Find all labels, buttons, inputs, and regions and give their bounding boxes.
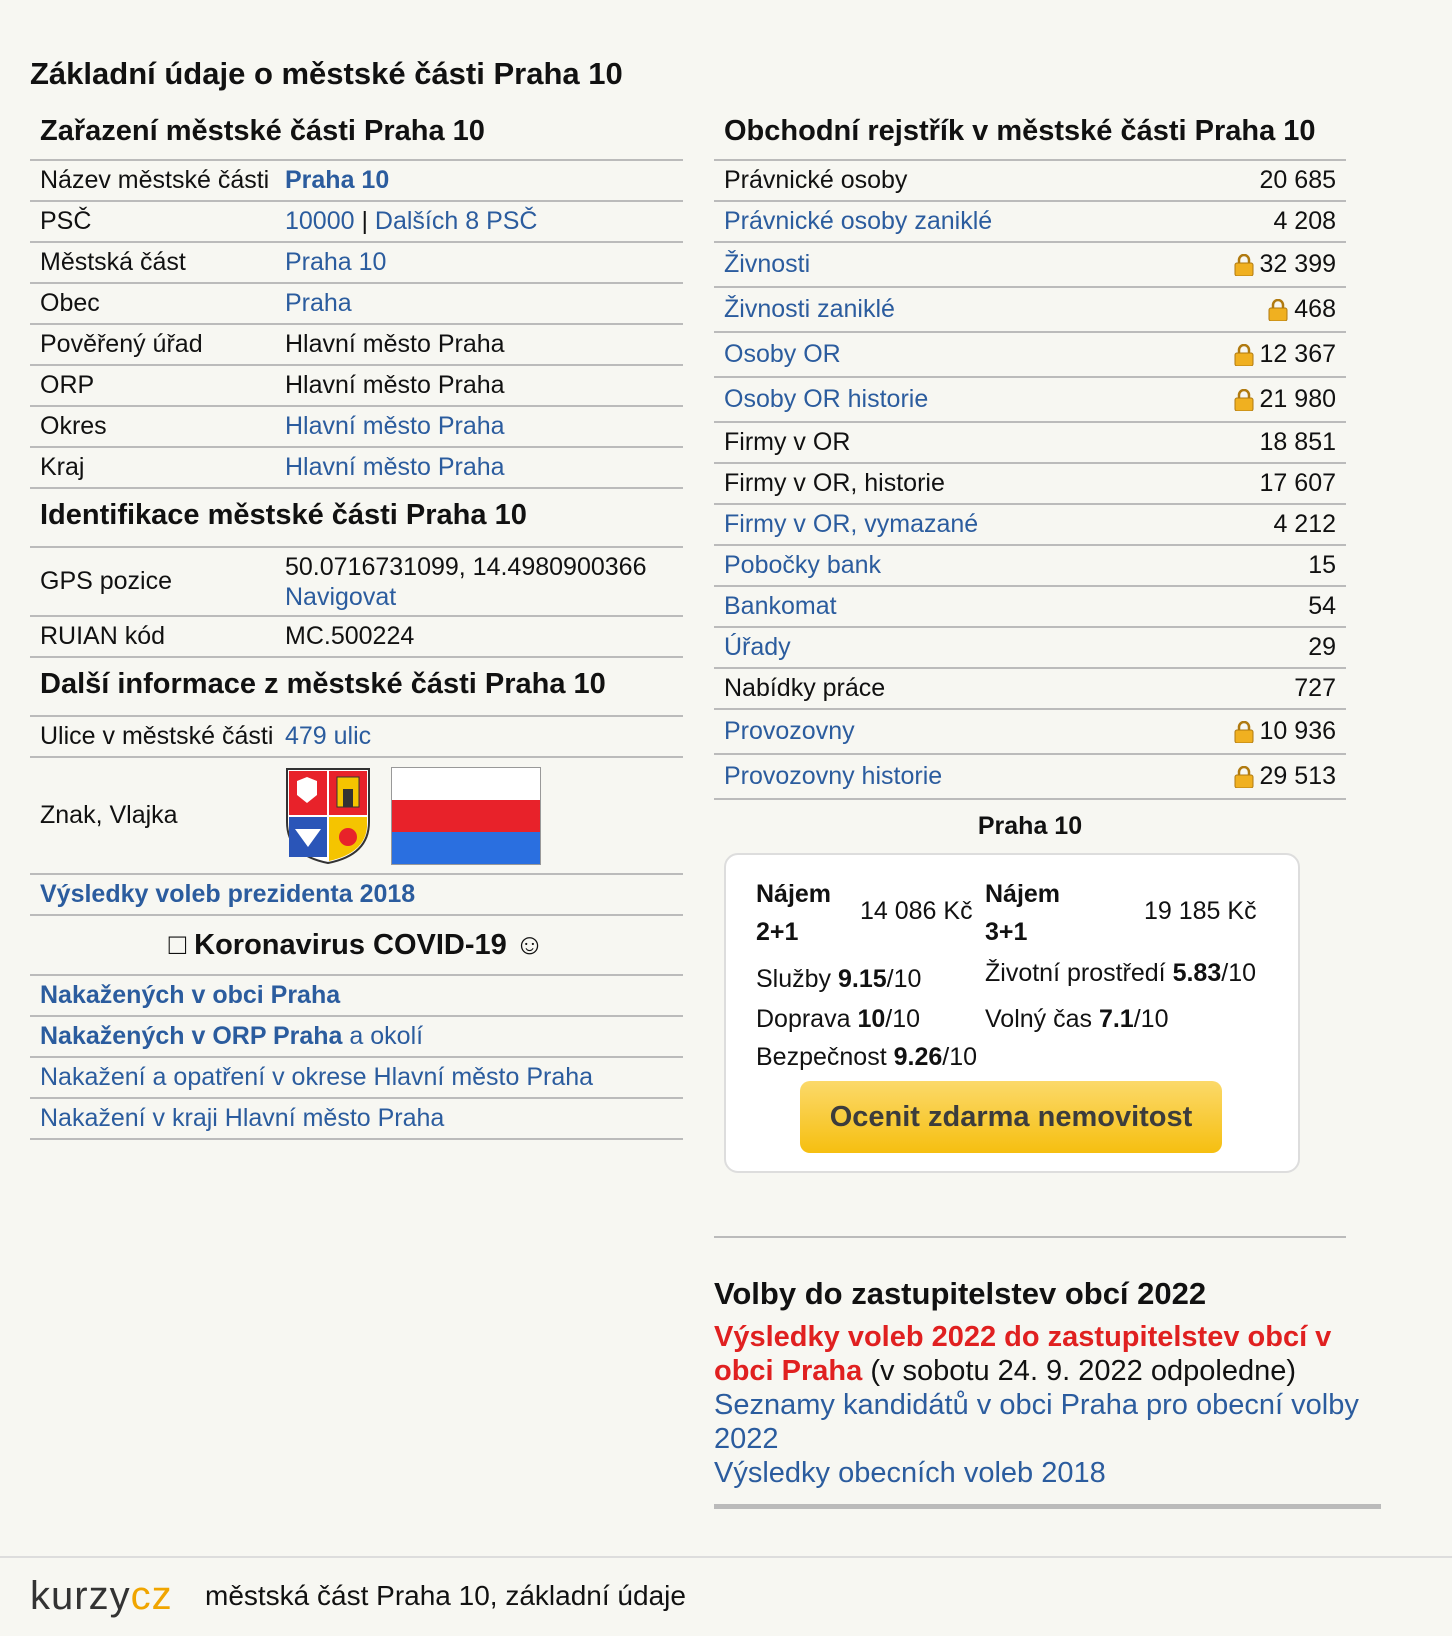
row-value: Hlavní město Praha (285, 330, 505, 358)
section-heading-zarazeni: Zařazení městské části Praha 10 (40, 115, 485, 147)
register-label: Firmy v OR (724, 428, 851, 456)
covid-orp-bold: Nakažených v ORP Praha (40, 1022, 343, 1050)
table-row (30, 366, 683, 407)
gps-value: 50.0716731099, 14.4980900366 (285, 552, 647, 581)
rating-value: 5.83 (1172, 959, 1222, 987)
register-value: 18 851 (1259, 428, 1336, 456)
candidates-link[interactable]: Seznamy kandidátů v obci Praha pro obecní volby 2022 (714, 1389, 1359, 1455)
najem-3-size: 3+1 (985, 918, 1028, 946)
covid-orp-link[interactable] (30, 1022, 423, 1051)
lock-icon (1268, 299, 1288, 321)
register-row (714, 333, 1346, 378)
table-row (30, 161, 683, 202)
register-row (714, 464, 1346, 505)
results-2018-link[interactable]: Výsledky obecních voleb 2018 (714, 1457, 1106, 1489)
link-psc[interactable]: 10000 (285, 207, 355, 235)
register-value: 10 936 (1259, 717, 1336, 745)
register-value-wrap (1273, 510, 1336, 539)
rating-scale: /10 (886, 965, 922, 993)
value-property-button[interactable]: Ocenit zdarma nemovitost (800, 1081, 1222, 1153)
register-value-wrap (1273, 207, 1336, 236)
zarazeni-table (30, 161, 683, 489)
register-row (714, 423, 1346, 464)
register-label[interactable]: Provozovny historie (724, 762, 943, 790)
row-label: Obec (40, 289, 100, 317)
register-value-wrap (1294, 674, 1336, 703)
row-label: ORP (40, 371, 95, 399)
register-row (714, 505, 1346, 546)
covid-kraj-link[interactable]: Nakažení v kraji Hlavní město Praha (40, 1104, 445, 1132)
register-row (714, 202, 1346, 243)
register-label[interactable]: Provozovny (724, 717, 855, 745)
register-value: 12 367 (1259, 340, 1336, 368)
register-label: Právnické osoby (724, 166, 908, 194)
psc-separator: | (354, 207, 375, 235)
register-row (714, 587, 1346, 628)
register-value: 468 (1294, 295, 1336, 323)
covid-orp-rest: a okolí (342, 1022, 424, 1050)
register-row (714, 288, 1346, 333)
register-value-wrap (1308, 551, 1336, 580)
register-label[interactable]: Osoby OR (724, 340, 841, 368)
table-row (30, 548, 683, 617)
rating-doprava (756, 1005, 920, 1034)
table-row (30, 717, 683, 758)
table-row (30, 1058, 683, 1099)
lock-icon (1234, 254, 1254, 276)
link-mestska-cast-name[interactable]: Praha 10 (285, 166, 390, 194)
streets-link[interactable]: 479 ulic (285, 722, 372, 750)
table-row (30, 407, 683, 448)
register-value: 29 513 (1259, 762, 1336, 790)
row-value: Hlavní město Praha (285, 371, 505, 399)
register-label[interactable]: Osoby OR historie (724, 385, 929, 413)
register-value: 4 208 (1273, 207, 1336, 235)
rating-scale: /10 (1221, 959, 1257, 987)
table-row (30, 284, 683, 325)
rejstrik-table (714, 161, 1346, 800)
rating-volny-cas (985, 1005, 1168, 1034)
link-obec[interactable]: Praha (285, 289, 352, 317)
table-row (30, 448, 683, 489)
gps-label: GPS pozice (40, 567, 173, 595)
rating-label: Životní prostředí (985, 959, 1173, 987)
results-2022-note: (v sobotu 24. 9. 2022 odpoledne) (862, 1355, 1296, 1387)
register-value: 21 980 (1259, 385, 1336, 413)
elections-section (714, 1272, 1394, 1509)
register-row (714, 378, 1346, 423)
rating-label: Bezpečnost (756, 1043, 894, 1071)
table-row (30, 875, 683, 916)
register-label[interactable]: Úřady (724, 633, 791, 661)
najem-label: Nájem (985, 880, 1061, 908)
register-value-wrap (1234, 340, 1336, 369)
flag-stripe-blue (392, 832, 540, 864)
register-value-wrap (1260, 166, 1336, 195)
flag-image (391, 767, 541, 865)
link-kraj[interactable]: Hlavní město Praha (285, 453, 505, 481)
elections-heading: Volby do zastupitelstev obcí 2022 (714, 1276, 1207, 1311)
register-value: 20 685 (1259, 166, 1336, 194)
covid-obec-link[interactable]: Nakažených v obci Praha (40, 981, 341, 1009)
table-row (30, 243, 683, 284)
row-label: Název městské části (40, 166, 270, 194)
register-label: Nabídky práce (724, 674, 886, 702)
register-value-wrap (1234, 717, 1336, 746)
table-row (30, 758, 683, 875)
covid-heading: Koronavirus COVID-19 (194, 928, 507, 961)
rating-scale: /10 (942, 1043, 978, 1071)
row-label: Městská část (40, 248, 186, 276)
row-label: Okres (40, 412, 107, 440)
register-value-wrap (1268, 295, 1336, 324)
rating-value: 10 (857, 1005, 886, 1033)
register-row (714, 546, 1346, 587)
register-label[interactable]: Pobočky bank (724, 551, 882, 579)
rating-value: 9.15 (837, 965, 887, 993)
navigate-link[interactable]: Navigovat (285, 582, 397, 611)
rating-label: Volný čas (985, 1005, 1099, 1033)
row-label: Pověřený úřad (40, 330, 203, 358)
register-row (714, 628, 1346, 669)
section-heading-dalsi: Další informace z městské části Praha 10 (40, 668, 606, 700)
divider (714, 1236, 1346, 1238)
results-2022-link[interactable]: Výsledky voleb 2022 do zastupitelstev obcí v obci Praha (714, 1321, 1332, 1387)
lock-icon (1234, 766, 1254, 788)
flag-stripe-red (392, 800, 540, 832)
lock-icon (1234, 721, 1254, 743)
register-value-wrap (1234, 250, 1336, 279)
register-value: 17 607 (1259, 469, 1336, 497)
link-dalsi-psc[interactable]: Dalších 8 PSČ (374, 207, 538, 235)
left-column (30, 105, 683, 1140)
table-row (30, 1017, 683, 1058)
covid-okres-link[interactable]: Nakažení a opatření v okrese Hlavní město Praha (40, 1063, 594, 1091)
flag-icon: □ (168, 928, 187, 961)
najem-2-value: 14 086 Kč (860, 897, 973, 925)
rating-bezpecnost (756, 1043, 977, 1072)
face-mask-icon: ☺ (514, 928, 545, 961)
link-okres[interactable]: Hlavní město Praha (285, 412, 505, 440)
lock-icon (1234, 389, 1254, 411)
lock-icon (1234, 344, 1254, 366)
register-value: 727 (1294, 674, 1336, 702)
row-label: Kraj (40, 453, 85, 481)
register-value-wrap (1308, 633, 1336, 662)
register-row (714, 669, 1346, 710)
najem-3-value: 19 185 Kč (1144, 897, 1257, 925)
streets-label: Ulice v městské části (40, 722, 274, 750)
register-label[interactable]: Živnosti zaniklé (724, 295, 895, 323)
register-row (714, 710, 1346, 755)
register-label[interactable]: Bankomat (724, 592, 837, 620)
najem-2-label (756, 875, 831, 951)
section-heading-rejstrik: Obchodní rejstřík v městské části Praha 10 (724, 115, 1316, 147)
logo-accent: cz (130, 1574, 173, 1618)
rating-scale: /10 (1133, 1005, 1169, 1033)
rating-value: 7.1 (1098, 1005, 1134, 1033)
covid-heading-row (30, 916, 683, 976)
register-row (714, 243, 1346, 288)
link-mestska-cast[interactable]: Praha 10 (285, 248, 387, 276)
real-estate-card (724, 853, 1300, 1173)
register-row (714, 755, 1346, 800)
register-value-wrap (1234, 385, 1336, 414)
register-label: Firmy v OR, historie (724, 469, 945, 497)
ruian-value: MC.500224 (285, 622, 415, 650)
ruian-label: RUIAN kód (40, 622, 166, 650)
register-value-wrap (1260, 428, 1336, 457)
table-row (30, 1099, 683, 1140)
register-value-wrap (1260, 469, 1336, 498)
table-row (30, 976, 683, 1017)
flag-stripe-white (392, 768, 540, 800)
table-row (30, 202, 683, 243)
rating-value: 9.26 (893, 1043, 943, 1071)
rating-label: Doprava (756, 1005, 858, 1033)
register-value-wrap (1234, 762, 1336, 791)
footer-text: městská část Praha 10, základní údaje (205, 1580, 686, 1611)
coat-of-arms-icon (285, 767, 371, 865)
register-label[interactable]: Právnické osoby zaniklé (724, 207, 993, 235)
najem-label: Nájem (756, 880, 832, 908)
divider (714, 1504, 1381, 1509)
logo-main: kurzy (30, 1574, 131, 1618)
register-row (714, 161, 1346, 202)
register-value: 32 399 (1259, 250, 1336, 278)
table-row (30, 325, 683, 366)
president-election-link[interactable]: Výsledky voleb prezidenta 2018 (40, 880, 416, 908)
register-value: 4 212 (1273, 510, 1336, 538)
row-label: PSČ (40, 207, 92, 235)
register-label[interactable]: Firmy v OR, vymazané (724, 510, 979, 538)
register-value: 29 (1308, 633, 1336, 661)
elections-results-2022 (714, 1320, 1394, 1388)
register-label[interactable]: Živnosti (724, 250, 811, 278)
table-row (30, 617, 683, 658)
rating-label: Služby (756, 965, 838, 993)
najem-3-label (985, 875, 1060, 951)
register-value: 15 (1308, 551, 1336, 579)
section-heading-identifikace: Identifikace městské části Praha 10 (40, 499, 527, 531)
najem-2-size: 2+1 (756, 918, 799, 946)
rating-sluzby (756, 965, 921, 994)
right-column (714, 105, 1346, 1173)
emblem-label: Znak, Vlajka (40, 801, 178, 829)
register-value-wrap (1308, 592, 1336, 621)
rating-scale: /10 (885, 1005, 921, 1033)
box-title: Praha 10 (977, 812, 1083, 840)
page-title: Základní údaje o městské části Praha 10 (30, 56, 623, 91)
footer (0, 1556, 1452, 1636)
register-value: 54 (1308, 592, 1336, 620)
kurzy-logo[interactable] (30, 1574, 173, 1619)
rating-zivotni-prostredi (985, 959, 1256, 988)
